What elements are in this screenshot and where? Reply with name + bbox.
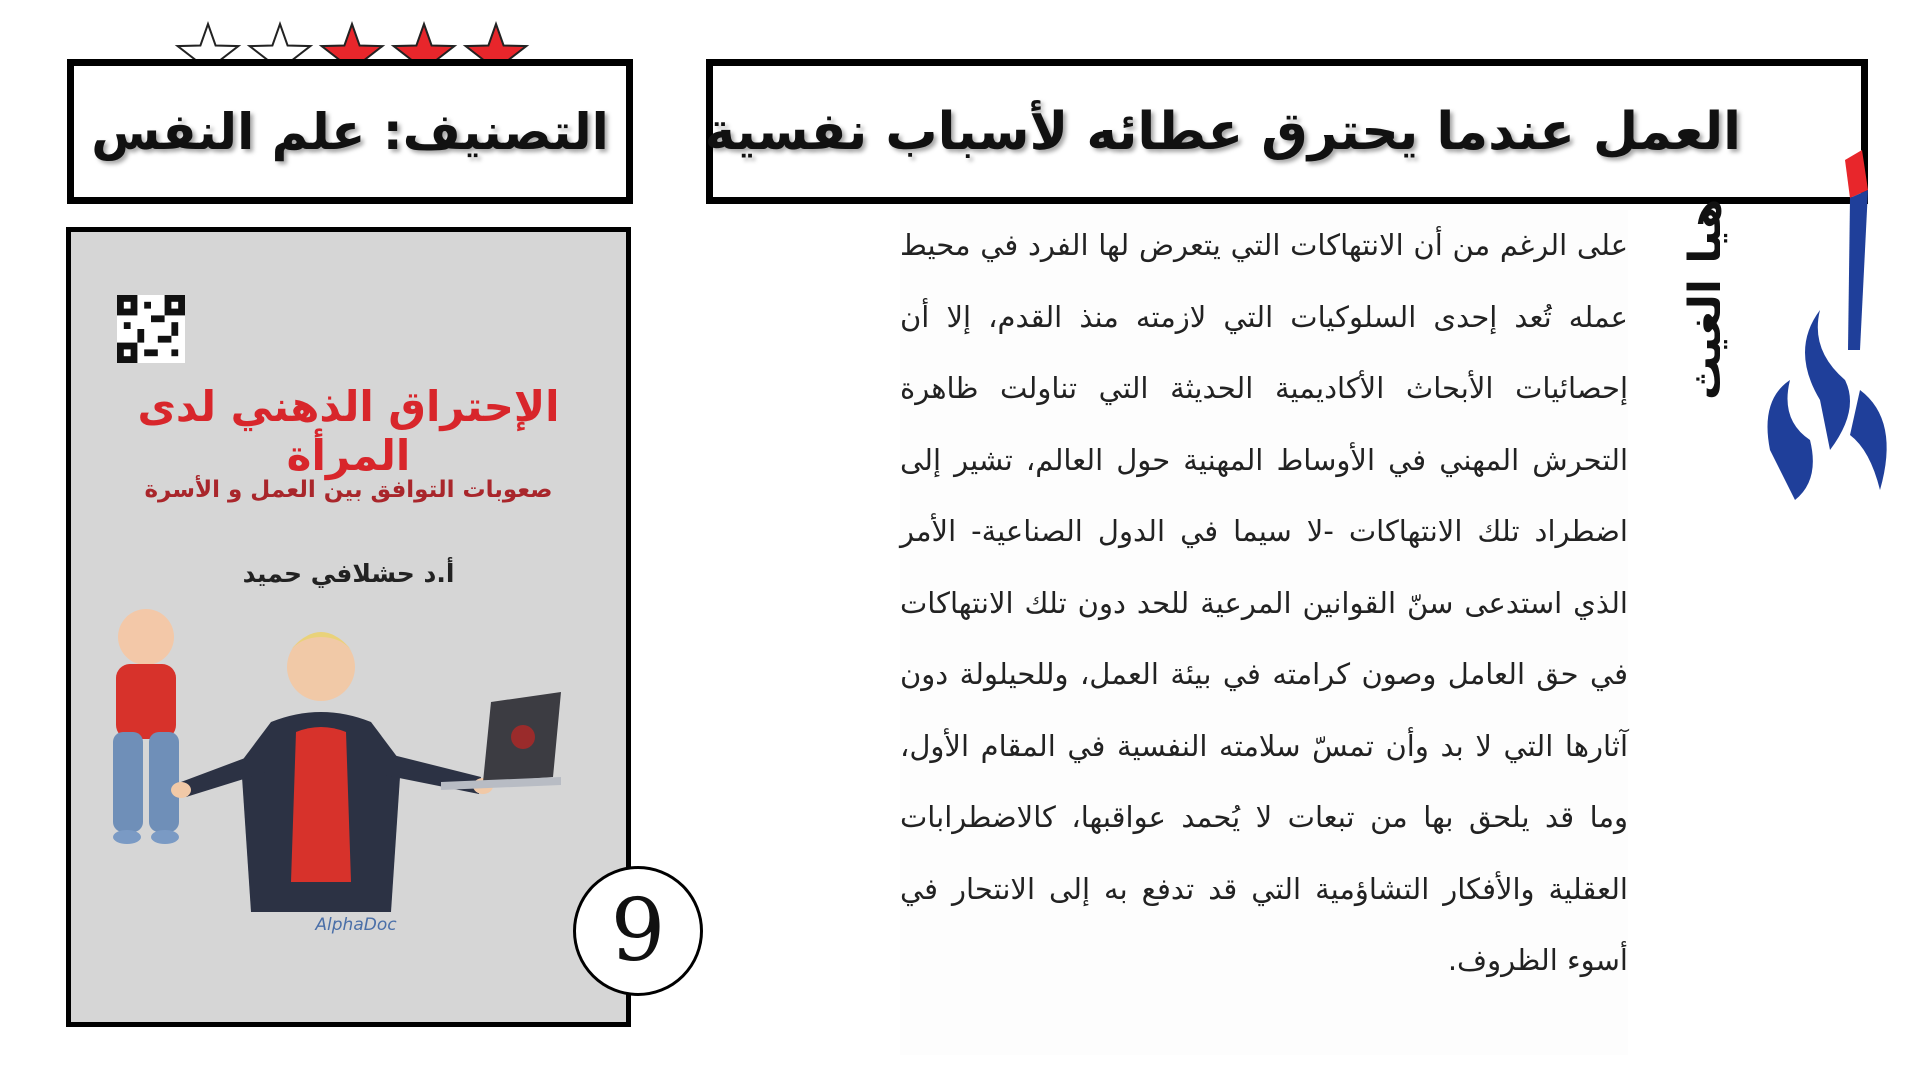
logo-text: هيا الغيث: [1680, 198, 1731, 400]
category-label: التصنيف: علم النفس: [91, 102, 609, 161]
page-title: العمل عندما يحترق عطائه لأسباب نفسية: [704, 101, 1741, 162]
book-illustration: [91, 582, 611, 942]
page-number-badge: [573, 866, 703, 996]
category-box: [67, 59, 633, 204]
book-author: أ.د حشلافي حميد: [242, 559, 455, 588]
qr-code-icon: [117, 295, 185, 363]
book-publisher: AlphaDoc: [315, 915, 397, 935]
book-title: الإحتراق الذهني لدى المرأة: [137, 382, 560, 480]
brand-logo: [1680, 150, 1900, 530]
page-number: 9: [610, 881, 666, 981]
book-subtitle: صعوبات التوافق بين العمل و الأسرة: [144, 477, 553, 503]
article-body: على الرغم من أن الانتهاكات التي يتعرض لها الفرد في محيط عمله تُعد إحدى السلوكيات التي لازمته منذ القدم، إلا أن إحصائيات الأبحاث الأكاديمية الحديثة التي تناولت ظاهرة التحرش المهني في الأوساط المهنية حول العالم، تشير إلى اضطراد تلك الانتهاكات -لا سيما في الدول الصناعية- الأمر الذي استدعى سنّ القوانين المرعية للحد دون تلك الانتهاكات في حق العامل وصون كرامته في بيئة العمل، وللحيلولة دون آثارها التي لا بد وأن تمسّ سلامته النفسية في المقام الأول، وما قد يلحق بها من تبعات لا يُحمد عواقبها، كالاضطرابات العقلية والأفكار التشاؤمية التي قد تدفع به إلى الانتحار في أسوء الظروف.: [900, 210, 1628, 1055]
title-box: [706, 59, 1868, 204]
book-cover: [66, 227, 631, 1027]
